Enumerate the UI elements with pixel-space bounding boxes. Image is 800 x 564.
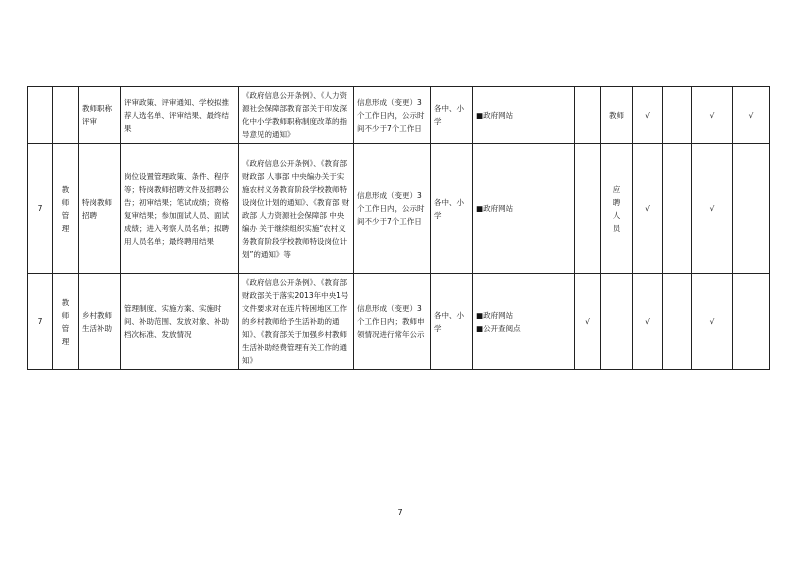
basis-cell: 《政府信息公开条例》、《人力资源社会保障部教育部关于印发深化中小学教师职称制度改革的指导意见的通知》 [239, 87, 354, 144]
check-cell: √ [633, 144, 663, 274]
seq-cell: 7 [28, 144, 53, 274]
category-cell: 教师管理 [53, 274, 79, 370]
subject-cell: 各中、小学 [431, 144, 473, 274]
table-row [28, 274, 770, 370]
check-cell: √ [633, 87, 663, 144]
item-cell: 教师职称评审 [79, 87, 121, 144]
check-cell: √ [692, 144, 733, 274]
disclosure-table [27, 86, 770, 370]
channel-item: ■公开查阅点 [476, 323, 521, 333]
party-cell [601, 274, 633, 370]
table-row [28, 87, 770, 144]
content-cell: 岗位设置管理政策、条件、程序等；特岗教师招聘文件及招聘公告；初审结果；笔试成绩；资格复审结果；参加面试人员、面试成绩；进入考察人员名单；拟聘用人员名单；最终聘用结果 [121, 144, 239, 274]
timeline-cell: 信息形成（变更）3个工作日内，公示时间不少于7个工作日 [354, 144, 431, 274]
table-row [28, 144, 770, 274]
channel-item: ■政府网站 [476, 110, 514, 120]
item-cell: 特岗教师招聘 [79, 144, 121, 274]
check-cell [663, 87, 692, 144]
check-cell: √ [633, 274, 663, 370]
channel-cell [473, 87, 575, 144]
check-cell [663, 144, 692, 274]
category-cell: 教师管理 [53, 144, 79, 274]
check-cell [733, 274, 770, 370]
check-cell [733, 144, 770, 274]
subject-cell: 各中、小学 [431, 274, 473, 370]
channel-cell [473, 144, 575, 274]
content-cell: 管理制度、实施方案、实施时间、补助范围、发放对象、补助档次标准、发放情况 [121, 274, 239, 370]
channel-item: ■政府网站 [476, 204, 514, 213]
timeline-cell: 信息形成（变更）3个工作日内；教师申领情况进行常年公示 [354, 274, 431, 370]
item-cell: 乡村教师生活补助 [79, 274, 121, 370]
basis-cell: 《政府信息公开条例》、《教育部 财政部关于落实2013年中央1号文件要求对在连片特困地区工作的乡村教师给予生活补助的通知》、《教育部关于加强乡村教师生活补助经费管理有关工作的通知》 [239, 274, 354, 370]
party-cell: 应聘人员 [601, 144, 633, 274]
party-cell: 教师 [601, 87, 633, 144]
category-cell [53, 87, 79, 144]
check-cell: √ [733, 87, 770, 144]
scope-cell [575, 144, 601, 274]
channel-cell [473, 274, 575, 370]
seq-cell [28, 87, 53, 144]
timeline-cell: 信息形成（变更）3个工作日内，公示时间不少于7个工作日 [354, 87, 431, 144]
subject-cell: 各中、小学 [431, 87, 473, 144]
content-cell: 评审政策、评审通知、学校拟推荐人选名单、评审结果、最终结果 [121, 87, 239, 144]
seq-cell: 7 [28, 274, 53, 370]
channel-item: ■政府网站 [476, 310, 514, 320]
scope-cell: √ [575, 274, 601, 370]
page-number: 7 [397, 508, 403, 517]
check-cell: √ [692, 87, 733, 144]
check-cell [663, 274, 692, 370]
scope-cell [575, 87, 601, 144]
check-cell: √ [692, 274, 733, 370]
basis-cell: 《政府信息公开条例》、《教育部 财政部 人事部 中央编办关于实施农村义务教育阶段学校教师特设岗位计划的通知》、《教育部 财政部 人力资源社会保障部 中央编办 关于继续组织实施“农村义务教育阶段学校教师特设岗位计划”的通知》等 [239, 144, 354, 274]
